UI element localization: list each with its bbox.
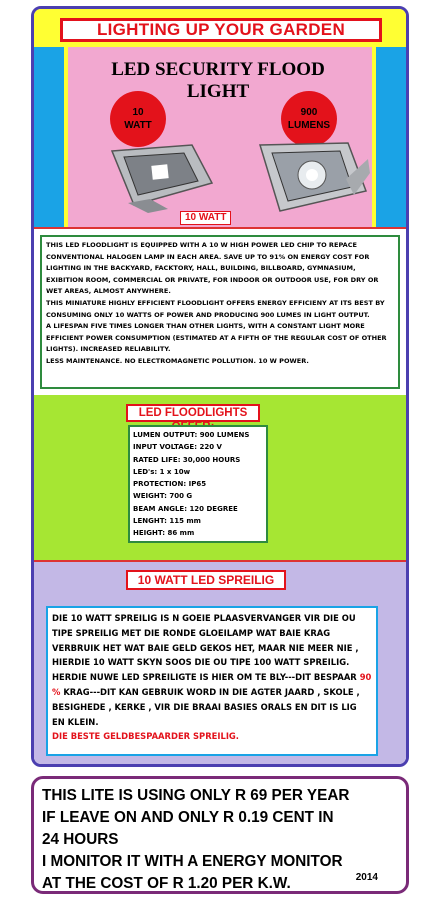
product-title: LED SECURITY FLOOD LIGHT (111, 59, 325, 102)
footer-line: AT THE COST OF R 1.20 PER K.W. (42, 875, 291, 892)
afrikaans-slogan: DIE BESTE GELDBESPAARDER SPREILIG. (52, 731, 239, 742)
cost-info-box (31, 776, 409, 894)
lumens-badge: 900 LUMENS (281, 91, 337, 147)
spec-item: BEAM ANGLE: 120 DEGREE (133, 504, 238, 513)
footer-line: 24 HOURS (42, 831, 119, 848)
product-caption: 10 WATT (180, 211, 231, 225)
footer-line: I MONITOR IT WITH A ENERGY MONITOR (42, 853, 343, 870)
spec-item: LENGHT: 115 mm (133, 517, 201, 526)
afrikaans-text: KRAG---DIT KAN GEBRUIK WORD IN DIE AGTER JAARD , SKOLE , BESIGHEDE , KERKE , VIR DIE BRAAI BASIES ORALS EN DIT IS LIG EN KLEIN. (52, 686, 360, 727)
left-stripe (34, 47, 64, 227)
spec-item: PROTECTION: IP65 (133, 480, 207, 489)
spec-item: HEIGHT: 86 mm (133, 529, 195, 538)
afrikaans-paragraph: DIE 10 WATT SPREILIG IS N GOEIE PLAASVERVANGER VIR DIE OU TIPE SPREILIG MET DIE RONDE GLOEILAMP WAT BAIE KRAG VERBRUIK HET WAT BAIE GELD GEKOS HET, MAAR NIE MEER NIE , HIERDIE 10 WATT SKYN SOOS DIE OU TIPE 100 WATT SPREILIG. (52, 613, 359, 668)
offer-section (34, 395, 406, 560)
footer-line: THIS LITE IS USING ONLY R 69 PER YEAR (42, 787, 350, 804)
description-section (34, 227, 406, 395)
spec-list (128, 425, 268, 543)
main-title: LIGHTING UP YOUR GARDEN (60, 18, 382, 42)
spec-item: INPUT VOLTAGE: 220 V (133, 443, 222, 452)
spec-item: WEIGHT: 700 G (133, 492, 193, 501)
product-panel (68, 47, 372, 227)
afrikaans-section (34, 560, 406, 767)
spec-item: LED's: 1 x 10w (133, 467, 191, 476)
afrikaans-text: HERDIE NUWE LED SPREILIGTE IS HIER OM TE BLY---DIT BESPAAR (52, 672, 360, 683)
right-stripe (376, 47, 406, 227)
footer-line: IF LEAVE ON AND ONLY R 0.19 CENT IN (42, 809, 334, 826)
description-paragraph: LESS MAINTENANCE. NO ELECTROMAGNETIC POLLUTION. 10 W POWER. (46, 356, 309, 365)
spec-item: LUMEN OUTPUT: 900 LUMENS (133, 431, 250, 439)
poster (31, 6, 409, 767)
watt-badge: 10 WATT (110, 91, 166, 147)
description-paragraph: A LIFESPAN FIVE TIMES LONGER THAN OTHER LIGHTS, WITH A CONSTANT LIGHT MORE EFFICIENT POWER CONSUMPTION (ESTIMATED AT A FIFTH OF THE REGULAR COST OF OTHER LIGHTS). INCREASED RELIABILITY. (46, 322, 387, 354)
floodlight-image-right (250, 139, 370, 215)
afrikaans-paragraph (52, 670, 372, 729)
afrikaans-title: 10 WATT LED SPREILIG (126, 570, 286, 590)
description-paragraph: THIS LED FLOODLIGHT IS EQUIPPED WITH A 10 W HIGH POWER LED CHIP TO REPACE CONVENTIONAL HALOGEN LAMP IN EACH AREA. SAVE UP TO 91% ON ENERGY COST FOR LIGHTING IN THE BACKYARD, FACKTORY, HALL, BUILDING, BILLBOARD, GYMNASIUM, EXIBITION ROOM, COMMERCIAL OR PRIVATE, FOR INDOOR OR OUTDOOR USE, FOR DRY OR WET AREAS, ALMOST ANYWHERE. (46, 241, 379, 296)
offer-title: LED FLOODLIGHTS (126, 404, 260, 422)
percent-highlight: 90 % (52, 672, 372, 697)
spec-item: RATED LIFE: 30,000 HOURS (133, 455, 241, 464)
floodlight-image-left (108, 143, 216, 213)
description-paragraph: THIS MINIATURE HIGHLY EFFICIENT FLOODLIGHT OFFERS ENERGY EFFICIENY AT ITS BEST BY CONSUMING ONLY 10 WATTS OF POWER AND PRODUCING 900 LUMES IN LIGHT OUTPUT. (46, 298, 385, 319)
afrikaans-box (46, 606, 378, 756)
year-label: 2014 (355, 872, 378, 883)
description-box (40, 235, 400, 389)
hero-section (34, 9, 406, 227)
